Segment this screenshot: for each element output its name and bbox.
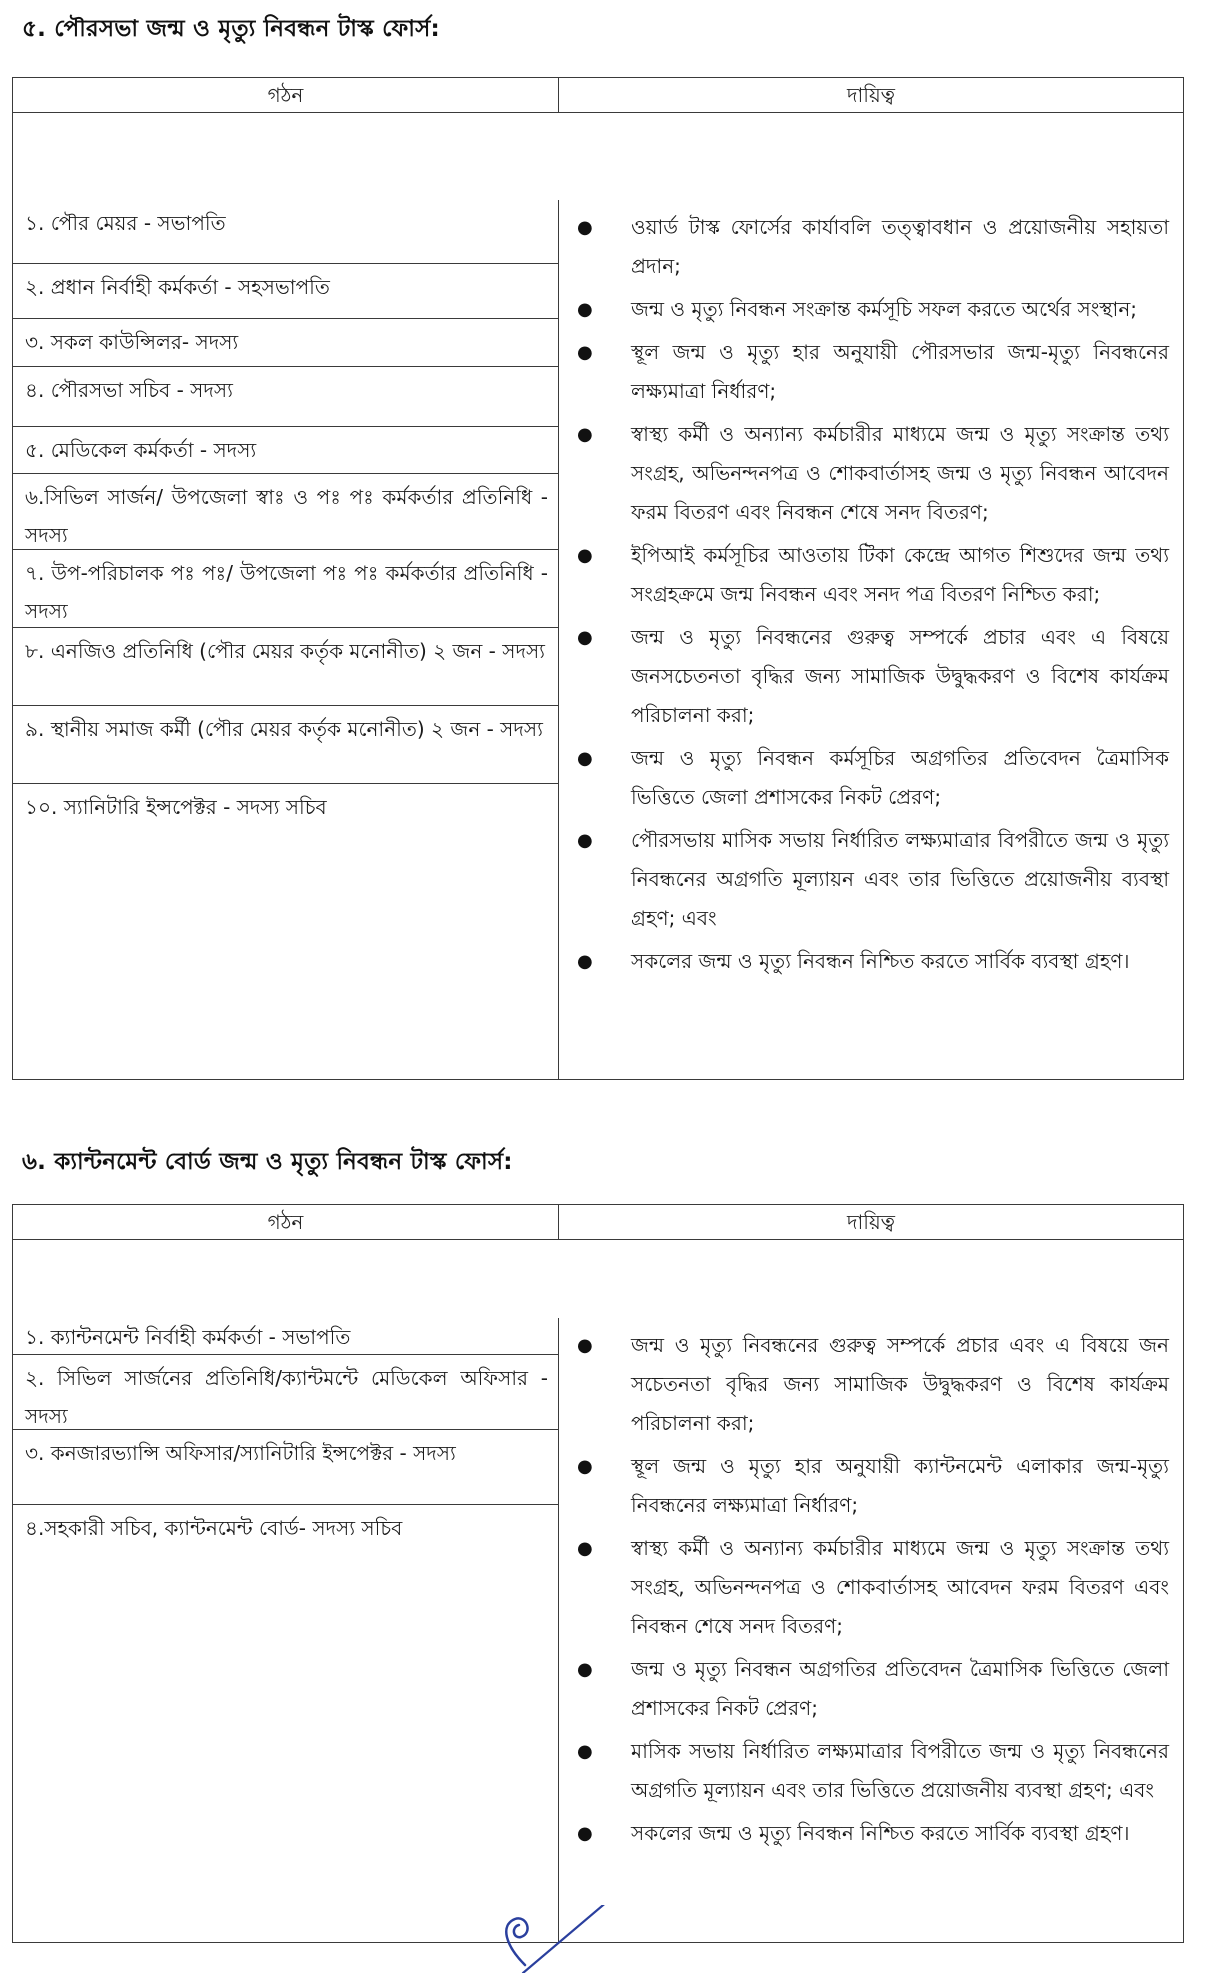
duty-text: জন্ম ও মৃত্যু নিবন্ধনের গুরুত্ব সম্পর্কে প্রচার এবং এ বিষয়ে জনসচেতনতা বৃদ্ধির জন্য সামাজিক উদ্বুদ্ধকরণ ও বিশেষ কার্যক্রম পরিচালনা করা; xyxy=(631,624,1169,727)
bullet-icon: ● xyxy=(577,1822,593,1844)
bullet-icon: ● xyxy=(577,1334,593,1356)
member-row: ১. ক্যান্টনমেন্ট নির্বাহী কর্মকর্তা - সভাপতি xyxy=(13,1318,558,1355)
bullet-icon: ● xyxy=(577,216,593,238)
header-composition: গঠন xyxy=(13,78,559,113)
municipality-task-force-table xyxy=(12,77,1184,1080)
duty-text: স্থূল জন্ম ও মৃত্যু হার অনুযায়ী পৌরসভার জন্ম-মৃত্যু নিবন্ধনের লক্ষ্যমাত্রা নির্ধারণ; xyxy=(631,339,1169,403)
duty-item xyxy=(577,618,1169,735)
member-row: ৩. সকল কাউন্সিলর- সদস্য xyxy=(13,319,558,367)
member-row: ৪.সহকারী সচিব, ক্যান্টনমেন্ট বোর্ড- সদস্য সচিব xyxy=(25,1515,403,1540)
duty-item xyxy=(577,1529,1169,1646)
bullet-icon: ● xyxy=(577,298,593,320)
duty-item xyxy=(577,821,1169,938)
duty-text: জন্ম ও মৃত্যু নিবন্ধন কর্মসূচির অগ্রগতির প্রতিবেদন ত্রৈমাসিক ভিত্তিতে জেলা প্রশাসকের নিকট প্রেরণ; xyxy=(631,745,1169,809)
member-row: ৭. উপ-পরিচালক পঃ পঃ/ উপজেলা পঃ পঃ কর্মকর্তার প্রতিনিধি - সদস্য xyxy=(13,550,558,628)
duty-item xyxy=(577,1650,1169,1728)
member-row: ১. পৌর মেয়র - সভাপতি xyxy=(13,200,558,264)
bullet-icon: ● xyxy=(577,829,593,851)
cantonment-task-force-table xyxy=(12,1204,1184,1943)
member-row: ৫. মেডিকেল কর্মকর্তা - সদস্য xyxy=(13,427,558,474)
duty-text: স্বাস্থ্য কর্মী ও অন্যান্য কর্মচারীর মাধ্যমে জন্ম ও মৃত্যু সংক্রান্ত তথ্য সংগ্রহ, অভিনন্দনপত্র ও শোকবার্তাসহ আবেদন ফরম বিতরণ এবং নিবন্ধন শেষে সনদ বিতরণ; xyxy=(631,1535,1169,1638)
duty-text: জন্ম ও মৃত্যু নিবন্ধন অগ্রগতির প্রতিবেদন ত্রৈমাসিক ভিত্তিতে জেলা প্রশাসকের নিকট প্রেরণ; xyxy=(631,1656,1169,1720)
duty-item xyxy=(577,739,1169,817)
duty-text: স্থূল জন্ম ও মৃত্যু হার অনুযায়ী ক্যান্টনমেন্ট এলাকার জন্ম-মৃত্যু নিবন্ধনের লক্ষ্যমাত্রা নির্ধারণ; xyxy=(631,1453,1169,1517)
bullet-icon: ● xyxy=(577,423,593,445)
header-responsibilities: দায়িত্ব xyxy=(559,1205,1183,1240)
duty-text: ইপিআই কর্মসূচির আওতায় টিকা কেন্দ্রে আগত শিশুদের জন্ম তথ্য সংগ্রহক্রমে জন্ম নিবন্ধন এবং সনদ পত্র বিতরণ নিশ্চিত করা; xyxy=(631,542,1169,606)
duty-item xyxy=(577,1326,1169,1443)
duties-column xyxy=(559,200,1183,1080)
bullet-icon: ● xyxy=(577,544,593,566)
member-row: ৪. পৌরসভা সচিব - সদস্য xyxy=(13,367,558,427)
section-5-title: ৫. পৌরসভা জন্ম ও মৃত্যু নিবন্ধন টাস্ক ফোর্স: xyxy=(22,16,440,42)
duty-text: স্বাস্থ্য কর্মী ও অন্যান্য কর্মচারীর মাধ্যমে জন্ম ও মৃত্যু সংক্রান্ত তথ্য সংগ্রহ, অভিনন্দনপত্র ও শোকবার্তাসহ জন্ম ও মৃত্যু নিবন্ধন আবেদন ফরম বিতরণ এবং নিবন্ধন শেষে সনদ বিতরণ; xyxy=(631,421,1169,524)
bullet-icon: ● xyxy=(577,626,593,648)
duty-item xyxy=(577,942,1169,981)
bullet-icon: ● xyxy=(577,747,593,769)
duty-text: ওয়ার্ড টাস্ক ফোর্সের কার্যাবলি তত্ত্বাবধান ও প্রয়োজনীয় সহায়তা প্রদান; xyxy=(631,214,1169,278)
duty-item xyxy=(577,1447,1169,1525)
duty-item xyxy=(577,290,1169,329)
duties-column xyxy=(559,1318,1183,1943)
duty-item xyxy=(577,333,1169,411)
duty-text: সকলের জন্ম ও মৃত্যু নিবন্ধন নিশ্চিত করতে সার্বিক ব্যবস্থা গ্রহণ। xyxy=(631,1820,1130,1845)
member-row: ১০. স্যানিটারি ইন্সপেক্টর - সদস্য সচিব xyxy=(25,794,327,819)
member-row: ৬.সিভিল সার্জন/ উপজেলা স্বাঃ ও পঃ পঃ কর্মকর্তার প্রতিনিধি - সদস্য xyxy=(13,474,558,550)
header-responsibilities: দায়িত্ব xyxy=(559,78,1183,113)
header-composition: গঠন xyxy=(13,1205,559,1240)
handwritten-slash-stroke xyxy=(523,1905,615,1973)
member-row: ৩. কনজারভ্যান্সি অফিসার/স্যানিটারি ইন্সপেক্টর - সদস্য xyxy=(13,1430,558,1505)
members-column xyxy=(13,200,559,1080)
duty-item xyxy=(577,536,1169,614)
member-row: ২. প্রধান নির্বাহী কর্মকর্তা - সহসভাপতি xyxy=(13,264,558,319)
bullet-icon: ● xyxy=(577,341,593,363)
duty-item xyxy=(577,415,1169,532)
bullet-icon: ● xyxy=(577,1455,593,1477)
handwritten-page-number-stroke xyxy=(506,1918,527,1965)
duty-item xyxy=(577,1732,1169,1810)
bullet-icon: ● xyxy=(577,1658,593,1680)
duty-text: পৌরসভায় মাসিক সভায় নির্ধারিত লক্ষ্যমাত্রার বিপরীতে জন্ম ও মৃত্যু নিবন্ধনের অগ্রগতি মূল্যায়ন এবং তার ভিত্তিতে প্রয়োজনীয় ব্যবস্থা গ্রহণ; এবং xyxy=(631,827,1169,930)
duty-text: সকলের জন্ম ও মৃত্যু নিবন্ধন নিশ্চিত করতে সার্বিক ব্যবস্থা গ্রহণ। xyxy=(631,948,1130,973)
member-row: ৯. স্থানীয় সমাজ কর্মী (পৌর মেয়র কর্তৃক মনোনীত) ২ জন - সদস্য xyxy=(13,706,558,784)
duty-item xyxy=(577,1814,1169,1853)
bullet-icon: ● xyxy=(577,1537,593,1559)
duty-item xyxy=(577,208,1169,286)
duty-text: জন্ম ও মৃত্যু নিবন্ধনের গুরুত্ব সম্পর্কে প্রচার এবং এ বিষয়ে জন সচেতনতা বৃদ্ধির জন্য সামাজিক উদ্বুদ্ধকরণ ও বিশেষ কার্যক্রম পরিচালনা করা; xyxy=(631,1332,1169,1435)
member-row: ২. সিভিল সার্জনের প্রতিনিধি/ক্যান্টমন্টে মেডিকেল অফিসার - সদস্য xyxy=(13,1355,558,1430)
section-6-title: ৬. ক্যান্টনমেন্ট বোর্ড জন্ম ও মৃত্যু নিবন্ধন টাস্ক ফোর্স: xyxy=(22,1149,513,1175)
members-column xyxy=(13,1318,559,1943)
handwritten-page-number xyxy=(495,1905,635,1973)
duty-text: জন্ম ও মৃত্যু নিবন্ধন সংক্রান্ত কর্মসূচি সফল করতে অর্থের সংস্থান; xyxy=(631,296,1138,321)
bullet-icon: ● xyxy=(577,950,593,972)
bullet-icon: ● xyxy=(577,1740,593,1762)
member-row: ৮. এনজিও প্রতিনিধি (পৌর মেয়র কর্তৃক মনোনীত) ২ জন - সদস্য xyxy=(13,628,558,706)
duty-text: মাসিক সভায় নির্ধারিত লক্ষ্যমাত্রার বিপরীতে জন্ম ও মৃত্যু নিবন্ধনের অগ্রগতি মূল্যায়ন এবং তার ভিত্তিতে প্রয়োজনীয় ব্যবস্থা গ্রহণ; এবং xyxy=(631,1738,1169,1802)
